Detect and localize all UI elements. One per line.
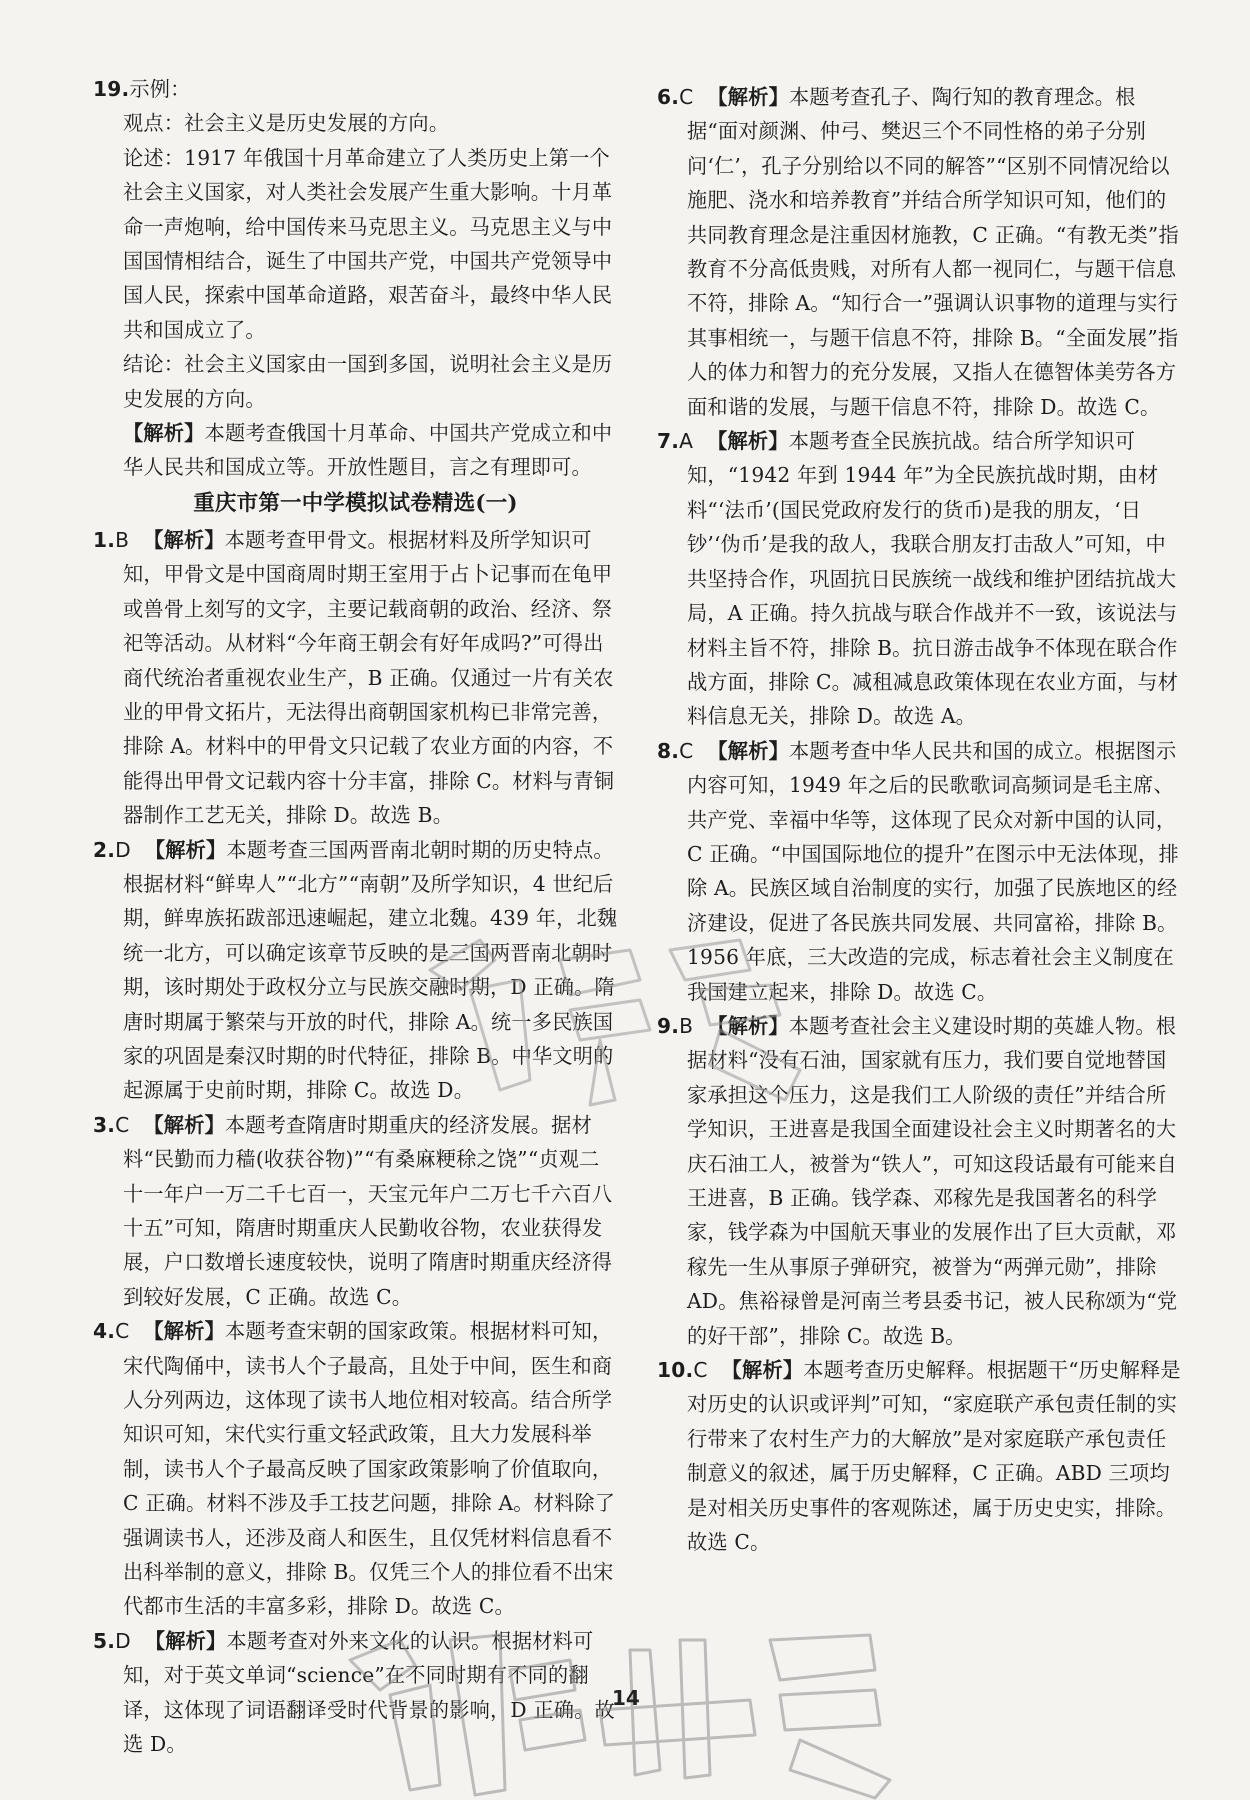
viewpoint-text: 观点：社会主义是历史发展的方向。: [123, 111, 450, 136]
answer-item-10: [657, 1353, 1182, 1559]
question-19: [93, 72, 618, 485]
answer-item-1: [93, 523, 618, 833]
right-column: [657, 80, 1182, 1559]
answer-item-9: [657, 1009, 1182, 1353]
item-number: 10.: [657, 1358, 694, 1383]
item-answer: B: [115, 527, 130, 552]
item-answer: D: [115, 1628, 131, 1653]
item-answer: B: [679, 1013, 694, 1038]
conclusion-text: 结论：社会主义国家由一国到多国，说明社会主义是历史发展的方向。: [123, 352, 613, 411]
item-tag: 【解析】: [143, 1112, 225, 1137]
item-number: 1.: [93, 527, 116, 552]
item-answer: C: [679, 85, 694, 109]
item-number: 7.: [657, 429, 680, 454]
item-number: 9.: [657, 1013, 680, 1038]
item-tag: 【解析】: [707, 429, 789, 454]
item-answer: C: [115, 1319, 130, 1344]
item-tag: 【解析】: [707, 738, 789, 763]
item-text: 本题考查中华人民共和国的成立。根据图示内容可知，1949 年之后的民歌歌词高频词是毛主席、共产党、幸福中华等，这体现了民众对新中国的认同，C 正确。“中国国际地位的提升”在图示中无法体现，排除 A。民族区域自治制度的实行，加强了民族地区的经济建设，促进了各民族共同发展、共同富裕，排除 B。1956 年底，三大改造的完成，标志着社会主义制度在我国建立起来，排除 D。故选 C。: [687, 738, 1179, 1004]
intro-text: 示例：: [129, 77, 191, 101]
item-tag: 【解析】: [707, 1013, 789, 1038]
item-answer: C: [679, 738, 694, 763]
section-title: 重庆市第一中学模拟试卷精选(一): [193, 490, 518, 516]
answer-item-5: [93, 1624, 618, 1762]
answer-item-4: [93, 1314, 618, 1624]
item-number: 2.: [93, 837, 116, 862]
answer-item-2: [93, 833, 618, 1108]
item-answer: D: [115, 837, 131, 862]
item-text: 本题考查甲骨文。根据材料及所学知识可知，甲骨文是中国商周时期王室用于占卜记事而在龟甲或兽骨上刻写的文字，主要记载商朝的政治、经济、祭祀等活动。从材料“今年商王朝会有好年成吗?”可得出商代统治者重视农业生产，B 正确。仅通过一片有关农业的甲骨文拓片，无法得出商朝国家机构已非常完善，排除 A。材料中的甲骨文只记载了农业方面的内容，不能得出甲骨文记载内容十分丰富，排除 C。材料与青铜器制作工艺无关，排除 D。故选 B。: [123, 527, 615, 828]
answer-item-3: [93, 1108, 618, 1314]
answer-item-8: [657, 734, 1182, 1009]
item-text: 本题考查历史解释。根据题干“历史解释是对历史的认识或评判”可知，“家庭联产承包责任制的实行带来了农村生产力的大解放”是对家庭联产承包责任制意义的叙述，属于历史解释，C 正确。ABD 三项均是对相关历史事件的客观陈述，属于历史史实，排除。故选 C。: [687, 1358, 1181, 1555]
item-answer: C: [693, 1358, 708, 1383]
item-text: 本题考查对外来文化的认识。根据材料可知，对于英文单词“science”在不同时期有不同的翻译，这体现了词语翻译受时代背景的影响，D 正确。故选 D。: [123, 1628, 615, 1757]
analysis-text: 本题考查俄国十月革命、中国共产党成立和中华人民共和国成立等。开放性题目，言之有理即可。: [123, 421, 613, 480]
item-answer: C: [115, 1112, 130, 1137]
item-text: 本题考查孔子、陶行知的教育理念。根据“面对颜渊、仲弓、樊迟三个不同性格的弟子分别问‘仁’，孔子分别给以不同的解答”“区别不同情况给以施肥、浇水和培养教育”并结合所学知识可知，他们的共同教育理念是注重因材施教，C 正确。“有教无类”指教育不分高低贵贱，对所有人都一视同仁，与题干信息不符，排除 A。“知行合一”强调认识事物的道理与实行其事相统一，与题干信息不符，排除 B。“全面发展”指人的体力和智力的充分发展，又指人在德智体美劳各方面和谐的发展，与题干信息不符，排除 D。故选 C。: [687, 85, 1179, 419]
left-column: [93, 72, 618, 1762]
item-tag: 【解析】: [143, 527, 225, 552]
page-number: 14: [612, 1686, 640, 1710]
item-number: 6.: [657, 85, 680, 109]
answer-item-7: [657, 424, 1182, 734]
item-tag: 【解析】: [721, 1358, 804, 1383]
argument-text: 论述：1917 年俄国十月革命建立了人类历史上第一个社会主义国家，对人类社会发展产生重大影响。十月革命一声炮响，给中国传来马克思主义。马克思主义与中国国情相结合，诞生了中国共产党，中国共产党领导中国人民，探索中国革命道路，艰苦奋斗，最终中华人民共和国成立了。: [123, 145, 613, 342]
item-text: 本题考查宋朝的国家政策。根据材料可知，宋代陶俑中，读书人个子最高，且处于中间，医生和商人分列两边，这体现了读书人地位相对较高。结合所学知识可知，宋代实行重文轻武政策，且大力发展科举制，读书人个子最高反映了国家政策影响了价值取向，C 正确。材料不涉及手工技艺问题，排除 A。材料除了强调读书人，还涉及商人和医生，且仅凭材料信息看不出科举制的意义，排除 B。仅凭三个人的排位看不出宋代都市生活的丰富多彩，排除 D。故选 C。: [123, 1319, 616, 1619]
item-text: 本题考查社会主义建设时期的英雄人物。根据材料“没有石油，国家就有压力，我们要自觉地替国家承担这个压力，这是我们工人阶级的责任”并结合所学知识，王进喜是我国全面建设社会主义时期著名的大庆石油工人，被誉为“铁人”，可知这段话最有可能来自王进喜，B 正确。钱学森、邓稼先是我国著名的科学家，钱学森为中国航天事业的发展作出了巨大贡献，邓稼先一生从事原子弹研究，被誉为“两弹元勋”，排除 AD。焦裕禄曾是河南兰考县委书记，被人民称颂为“党的好干部”，排除 C。故选 B。: [687, 1013, 1178, 1348]
item-answer: A: [679, 429, 694, 454]
item-number: 4.: [93, 1319, 116, 1344]
item-tag: 【解析】: [707, 85, 789, 109]
answer-item-6: [657, 80, 1182, 424]
item-number: 8.: [657, 738, 680, 763]
item-number: 5.: [93, 1628, 116, 1653]
item-text: 本题考查三国两晋南北朝时期的历史特点。根据材料“鲜卑人”“北方”“南朝”及所学知识，4 世纪后期，鲜卑族拓跋部迅速崛起，建立北魏。439 年，北魏统一北方，可以确定该章节反映的是三国两晋南北朝时期，该时期处于政权分立与民族交融时期，D 正确。隋唐时期属于繁荣与开放的时代，排除 A。统一多民族国家的巩固是秦汉时期的时代特征，排除 B。中华文明的起源属于史前时期，排除 C。故选 D。: [123, 837, 618, 1103]
item-tag: 【解析】: [143, 1319, 225, 1344]
item-text: 本题考查隋唐时期重庆的经济发展。据材料“民勤而力穑(收获谷物)”“有桑麻粳稌之饶”“贞观二十一年户一万二千七百一，天宝元年户二万七千六百八十五”可知，隋唐时期重庆人民勤收谷物，农业获得发展，户口数增长速度较快，说明了隋唐时期重庆经济得到较好发展，C 正确。故选 C。: [123, 1112, 613, 1309]
item-number: 3.: [93, 1112, 116, 1137]
question-number: 19.: [93, 77, 130, 101]
item-tag: 【解析】: [144, 837, 227, 862]
item-tag: 【解析】: [144, 1628, 227, 1653]
item-text: 本题考查全民族抗战。结合所学知识可知，“1942 年到 1944 年”为全民族抗战时期，由材料“‘法币’(国民党政府发行的货币)是我的朋友，‘日钞’‘伪币’是我的敌人，我联合朋友打击敌人”可知，中共坚持合作，巩固抗日民族统一战线和维护团结抗战大局，A 正确。持久抗战与联合作战并不一致，该说法与材料主旨不符，排除 B。抗日游击战争不体现在联合作战方面，排除 C。减租减息政策体现在农业方面，与材料信息无关，排除 D。故选 A。: [687, 429, 1179, 729]
analysis-tag: 【解析】: [123, 421, 205, 446]
